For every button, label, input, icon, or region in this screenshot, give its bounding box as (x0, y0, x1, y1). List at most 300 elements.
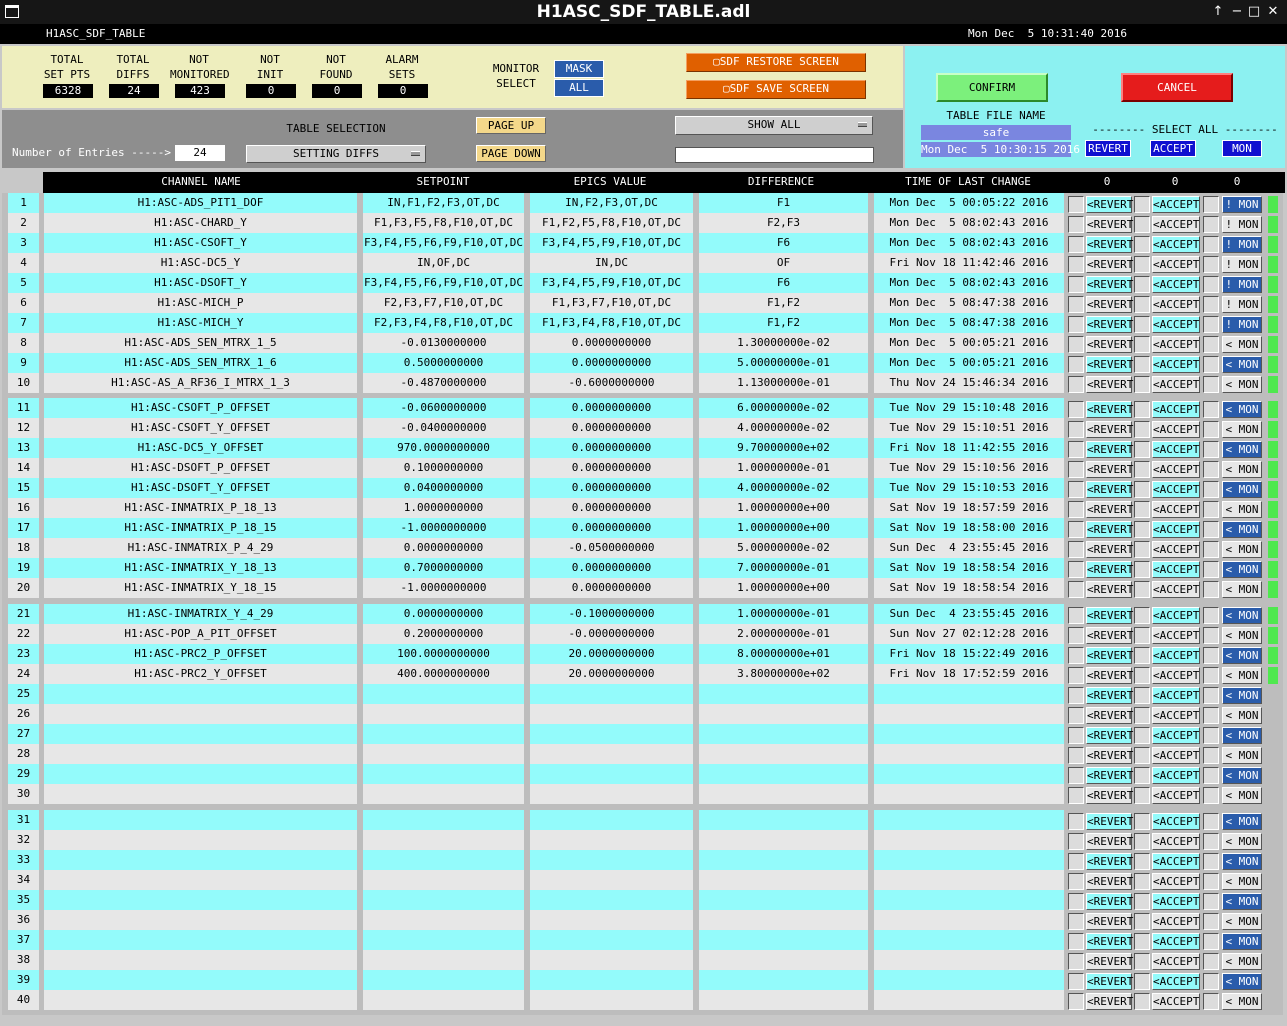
revert-checkbox[interactable] (1068, 461, 1084, 478)
accept-checkbox[interactable] (1134, 787, 1150, 804)
confirm-button[interactable]: CONFIRM (936, 73, 1048, 102)
revert-checkbox[interactable] (1068, 787, 1084, 804)
revert-checkbox[interactable] (1068, 356, 1084, 373)
mon-button[interactable]: ! MON (1222, 276, 1262, 293)
revert-checkbox[interactable] (1068, 441, 1084, 458)
revert-checkbox[interactable] (1068, 481, 1084, 498)
channel-name-cell (44, 890, 357, 910)
accept-button[interactable]: <ACCEPT (1153, 218, 1200, 231)
mon-button[interactable]: < MON (1222, 501, 1262, 518)
epics-value-cell: 0.0000000000 (530, 478, 693, 498)
mon-checkbox[interactable] (1203, 727, 1219, 744)
revert-checkbox[interactable] (1068, 687, 1084, 704)
mon-button[interactable]: < MON (1222, 913, 1262, 930)
mon-button[interactable]: < MON (1222, 521, 1262, 538)
accept-checkbox[interactable] (1134, 667, 1150, 684)
mon-checkbox[interactable] (1203, 647, 1219, 664)
mon-button[interactable]: ! MON (1222, 196, 1262, 213)
status-indicator (1268, 236, 1278, 253)
mon-button[interactable]: < MON (1222, 401, 1262, 418)
accept-checkbox[interactable] (1134, 873, 1150, 890)
difference-cell: 4.00000000e-02 (699, 418, 868, 438)
filter-input[interactable] (675, 147, 874, 163)
accept-button[interactable]: <ACCEPT (1153, 198, 1200, 211)
revert-button[interactable]: <REVERT (1087, 729, 1134, 742)
revert-checkbox[interactable] (1068, 401, 1084, 418)
difference-cell: OF (699, 253, 868, 273)
mon-checkbox[interactable] (1203, 401, 1219, 418)
revert-button[interactable]: <REVERT (1087, 609, 1134, 622)
accept-button[interactable]: <ACCEPT (1153, 543, 1200, 556)
sdf-restore-screen-button[interactable]: ▢SDF RESTORE SCREEN (686, 53, 866, 72)
mon-button[interactable]: < MON (1222, 541, 1262, 558)
revert-checkbox[interactable] (1068, 953, 1084, 970)
epics-value-cell (530, 810, 693, 830)
mon-button[interactable]: < MON (1222, 561, 1262, 578)
mon-button[interactable]: < MON (1222, 993, 1262, 1010)
mon-button[interactable]: < MON (1222, 893, 1262, 910)
revert-checkbox[interactable] (1068, 421, 1084, 438)
mon-button[interactable]: < MON (1222, 813, 1262, 830)
accept-button[interactable]: <ACCEPT (1153, 995, 1200, 1008)
accept-button[interactable]: <ACCEPT (1153, 935, 1200, 948)
mon-checkbox[interactable] (1203, 873, 1219, 890)
accept-button[interactable]: <ACCEPT (1153, 855, 1200, 868)
accept-checkbox[interactable] (1134, 401, 1150, 418)
accept-button[interactable]: <ACCEPT (1153, 238, 1200, 251)
accept-button[interactable]: <ACCEPT (1153, 975, 1200, 988)
accept-checkbox[interactable] (1134, 376, 1150, 393)
time-of-last-change-cell (874, 910, 1064, 930)
page-down-button[interactable]: PAGE DOWN (476, 145, 546, 162)
accept-checkbox[interactable] (1134, 747, 1150, 764)
table-row (0, 498, 1287, 518)
mon-checkbox[interactable] (1203, 236, 1219, 253)
table-selection-menu[interactable] (246, 145, 426, 163)
table-row (0, 373, 1287, 393)
mon-button[interactable]: ! MON (1222, 256, 1262, 273)
mon-checkbox[interactable] (1203, 953, 1219, 970)
revert-button[interactable]: <REVERT (1087, 238, 1134, 251)
channel-name-cell: H1:ASC-INMATRIX_P_18_13 (44, 498, 357, 518)
mon-button[interactable]: < MON (1222, 747, 1262, 764)
accept-button[interactable]: <ACCEPT (1153, 749, 1200, 762)
mon-checkbox[interactable] (1203, 607, 1219, 624)
revert-checkbox[interactable] (1068, 521, 1084, 538)
epics-value-cell: 0.0000000000 (530, 353, 693, 373)
accept-button[interactable]: <ACCEPT (1153, 769, 1200, 782)
accept-button[interactable]: <ACCEPT (1153, 583, 1200, 596)
revert-button[interactable]: <REVERT (1087, 709, 1134, 722)
table-row (0, 213, 1287, 233)
mon-checkbox[interactable] (1203, 481, 1219, 498)
channel-name-cell: H1:ASC-DSOFT_Y (44, 273, 357, 293)
accept-checkbox[interactable] (1134, 647, 1150, 664)
accept-button[interactable]: <ACCEPT (1153, 378, 1200, 391)
accept-button[interactable]: <ACCEPT (1153, 955, 1200, 968)
mon-button[interactable]: < MON (1222, 607, 1262, 624)
revert-checkbox[interactable] (1068, 727, 1084, 744)
revert-checkbox[interactable] (1068, 747, 1084, 764)
row-number: 16 (8, 498, 39, 518)
mon-checkbox[interactable] (1203, 376, 1219, 393)
mon-checkbox[interactable] (1203, 216, 1219, 233)
setpoint-cell (363, 850, 524, 870)
revert-button[interactable]: <REVERT (1087, 815, 1134, 828)
accept-button[interactable]: <ACCEPT (1153, 258, 1200, 271)
accept-button[interactable]: <ACCEPT (1153, 649, 1200, 662)
revert-button[interactable]: <REVERT (1087, 563, 1134, 576)
accept-button[interactable]: <ACCEPT (1153, 443, 1200, 456)
mon-button[interactable]: < MON (1222, 933, 1262, 950)
accept-button[interactable]: <ACCEPT (1153, 563, 1200, 576)
revert-button[interactable]: <REVERT (1087, 995, 1134, 1008)
mon-button[interactable]: < MON (1222, 356, 1262, 373)
mon-checkbox[interactable] (1203, 913, 1219, 930)
accept-checkbox[interactable] (1134, 421, 1150, 438)
revert-checkbox[interactable] (1068, 707, 1084, 724)
mon-button[interactable]: < MON (1222, 441, 1262, 458)
mon-checkbox[interactable] (1203, 276, 1219, 293)
status-indicator (1268, 216, 1278, 233)
mon-checkbox[interactable] (1203, 356, 1219, 373)
revert-checkbox[interactable] (1068, 667, 1084, 684)
revert-button[interactable]: <REVERT (1087, 483, 1134, 496)
accept-checkbox[interactable] (1134, 461, 1150, 478)
accept-checkbox[interactable] (1134, 607, 1150, 624)
accept-checkbox[interactable] (1134, 767, 1150, 784)
channel-name-cell (44, 830, 357, 850)
accept-button[interactable]: <ACCEPT (1153, 503, 1200, 516)
mon-button[interactable]: < MON (1222, 953, 1262, 970)
mon-button[interactable]: < MON (1222, 973, 1262, 990)
revert-button[interactable]: <REVERT (1087, 298, 1134, 311)
accept-checkbox[interactable] (1134, 316, 1150, 333)
accept-checkbox[interactable] (1134, 481, 1150, 498)
mon-checkbox[interactable] (1203, 787, 1219, 804)
revert-button[interactable]: <REVERT (1087, 278, 1134, 291)
accept-checkbox[interactable] (1134, 813, 1150, 830)
accept-button[interactable]: <ACCEPT (1153, 629, 1200, 642)
mon-checkbox[interactable] (1203, 421, 1219, 438)
revert-checkbox[interactable] (1068, 541, 1084, 558)
mon-checkbox[interactable] (1203, 441, 1219, 458)
revert-button[interactable]: <REVERT (1087, 875, 1134, 888)
revert-button[interactable]: <REVERT (1087, 403, 1134, 416)
revert-button[interactable]: <REVERT (1087, 955, 1134, 968)
mon-button[interactable]: < MON (1222, 873, 1262, 890)
revert-checkbox[interactable] (1068, 236, 1084, 253)
accept-checkbox[interactable] (1134, 913, 1150, 930)
accept-checkbox[interactable] (1134, 707, 1150, 724)
revert-checkbox[interactable] (1068, 833, 1084, 850)
revert-button[interactable]: <REVERT (1087, 935, 1134, 948)
accept-button[interactable]: <ACCEPT (1153, 523, 1200, 536)
monitor-mask-button[interactable]: MASK (554, 60, 604, 78)
col-difference: DIFFERENCE (747, 175, 815, 188)
epics-value-cell: 0.0000000000 (530, 518, 693, 538)
accept-checkbox[interactable] (1134, 356, 1150, 373)
revert-checkbox[interactable] (1068, 973, 1084, 990)
revert-checkbox[interactable] (1068, 627, 1084, 644)
accept-button[interactable]: <ACCEPT (1153, 669, 1200, 682)
window-titlebar[interactable] (0, 0, 1287, 24)
mon-button[interactable]: < MON (1222, 833, 1262, 850)
close-window-icon[interactable]: ✕ (1267, 4, 1279, 19)
mon-checkbox[interactable] (1203, 316, 1219, 333)
select-all-accept-button[interactable]: ACCEPT (1150, 140, 1196, 157)
accept-button[interactable]: <ACCEPT (1153, 483, 1200, 496)
mon-button[interactable]: ! MON (1222, 216, 1262, 233)
accept-button[interactable]: <ACCEPT (1153, 789, 1200, 802)
mon-checkbox[interactable] (1203, 256, 1219, 273)
revert-button[interactable]: <REVERT (1087, 855, 1134, 868)
mon-button[interactable]: < MON (1222, 481, 1262, 498)
accept-checkbox[interactable] (1134, 627, 1150, 644)
accept-button[interactable]: <ACCEPT (1153, 278, 1200, 291)
accept-button[interactable]: <ACCEPT (1153, 423, 1200, 436)
revert-button[interactable]: <REVERT (1087, 583, 1134, 596)
mon-button[interactable]: < MON (1222, 336, 1262, 353)
accept-checkbox[interactable] (1134, 521, 1150, 538)
accept-checkbox[interactable] (1134, 727, 1150, 744)
channel-name-cell: H1:ASC-MICH_P (44, 293, 357, 313)
revert-button[interactable]: <REVERT (1087, 749, 1134, 762)
revert-button[interactable]: <REVERT (1087, 975, 1134, 988)
revert-button[interactable]: <REVERT (1087, 689, 1134, 702)
mon-checkbox[interactable] (1203, 501, 1219, 518)
mon-button[interactable]: < MON (1222, 707, 1262, 724)
mon-checkbox[interactable] (1203, 707, 1219, 724)
maximize-window-icon[interactable]: □ (1247, 4, 1261, 19)
time-of-last-change-cell (874, 744, 1064, 764)
mon-button[interactable]: < MON (1222, 667, 1262, 684)
mon-checkbox[interactable] (1203, 581, 1219, 598)
mon-checkbox[interactable] (1203, 561, 1219, 578)
row-number: 10 (8, 373, 39, 393)
revert-button[interactable]: <REVERT (1087, 629, 1134, 642)
revert-checkbox[interactable] (1068, 873, 1084, 890)
accept-checkbox[interactable] (1134, 256, 1150, 273)
mon-button[interactable]: < MON (1222, 647, 1262, 664)
revert-checkbox[interactable] (1068, 853, 1084, 870)
revert-button[interactable]: <REVERT (1087, 669, 1134, 682)
revert-button[interactable]: <REVERT (1087, 543, 1134, 556)
accept-checkbox[interactable] (1134, 933, 1150, 950)
revert-button[interactable]: <REVERT (1087, 423, 1134, 436)
revert-button[interactable]: <REVERT (1087, 895, 1134, 908)
revert-button[interactable]: <REVERT (1087, 769, 1134, 782)
mon-checkbox[interactable] (1203, 973, 1219, 990)
setpoint-cell: 0.0000000000 (363, 538, 524, 558)
accept-checkbox[interactable] (1134, 441, 1150, 458)
revert-checkbox[interactable] (1068, 196, 1084, 213)
mon-button[interactable]: < MON (1222, 421, 1262, 438)
mon-checkbox[interactable] (1203, 687, 1219, 704)
accept-button[interactable]: <ACCEPT (1153, 729, 1200, 742)
setpoint-cell (363, 970, 524, 990)
total-setpoints-label: TOTAL SET PTS (43, 53, 91, 81)
mon-button[interactable]: < MON (1222, 727, 1262, 744)
revert-button[interactable]: <REVERT (1087, 443, 1134, 456)
mon-checkbox[interactable] (1203, 627, 1219, 644)
revert-checkbox[interactable] (1068, 581, 1084, 598)
accept-button[interactable]: <ACCEPT (1153, 298, 1200, 311)
revert-button[interactable]: <REVERT (1087, 358, 1134, 371)
accept-checkbox[interactable] (1134, 236, 1150, 253)
channel-name-cell: H1:ASC-DC5_Y (44, 253, 357, 273)
revert-checkbox[interactable] (1068, 561, 1084, 578)
mon-checkbox[interactable] (1203, 767, 1219, 784)
revert-button[interactable]: <REVERT (1087, 915, 1134, 928)
accept-checkbox[interactable] (1134, 541, 1150, 558)
mon-checkbox[interactable] (1203, 461, 1219, 478)
page-up-button[interactable]: PAGE UP (476, 117, 546, 134)
revert-button[interactable]: <REVERT (1087, 835, 1134, 848)
accept-button[interactable]: <ACCEPT (1153, 689, 1200, 702)
minimize-window-icon[interactable]: − (1231, 4, 1243, 19)
accept-button[interactable]: <ACCEPT (1153, 835, 1200, 848)
mon-button[interactable]: < MON (1222, 461, 1262, 478)
revert-button[interactable]: <REVERT (1087, 523, 1134, 536)
accept-checkbox[interactable] (1134, 833, 1150, 850)
revert-button[interactable]: <REVERT (1087, 338, 1134, 351)
accept-button[interactable]: <ACCEPT (1153, 463, 1200, 476)
revert-checkbox[interactable] (1068, 993, 1084, 1010)
revert-checkbox[interactable] (1068, 913, 1084, 930)
row-number: 9 (8, 353, 39, 373)
time-of-last-change-cell: Fri Nov 18 11:42:46 2016 (874, 253, 1064, 273)
mon-checkbox[interactable] (1203, 336, 1219, 353)
mon-button[interactable]: ! MON (1222, 236, 1262, 253)
accept-button[interactable]: <ACCEPT (1153, 709, 1200, 722)
mon-checkbox[interactable] (1203, 667, 1219, 684)
accept-checkbox[interactable] (1134, 687, 1150, 704)
accept-checkbox[interactable] (1134, 581, 1150, 598)
revert-checkbox[interactable] (1068, 296, 1084, 313)
revert-button[interactable]: <REVERT (1087, 789, 1134, 802)
accept-button[interactable]: <ACCEPT (1153, 358, 1200, 371)
accept-checkbox[interactable] (1134, 893, 1150, 910)
revert-checkbox[interactable] (1068, 256, 1084, 273)
accept-checkbox[interactable] (1134, 853, 1150, 870)
channel-name-cell (44, 684, 357, 704)
not-found-label: NOT FOUND (319, 53, 353, 81)
revert-button[interactable]: <REVERT (1087, 218, 1134, 231)
revert-button[interactable]: <REVERT (1087, 318, 1134, 331)
time-of-last-change-cell: Sat Nov 19 18:58:54 2016 (874, 578, 1064, 598)
mon-checkbox[interactable] (1203, 893, 1219, 910)
mon-checkbox[interactable] (1203, 993, 1219, 1010)
accept-checkbox[interactable] (1134, 296, 1150, 313)
revert-checkbox[interactable] (1068, 216, 1084, 233)
accept-button[interactable]: <ACCEPT (1153, 895, 1200, 908)
accept-button[interactable]: <ACCEPT (1153, 338, 1200, 351)
accept-button[interactable]: <ACCEPT (1153, 403, 1200, 416)
mon-button[interactable]: < MON (1222, 376, 1262, 393)
accept-checkbox[interactable] (1134, 501, 1150, 518)
revert-checkbox[interactable] (1068, 893, 1084, 910)
mon-checkbox[interactable] (1203, 833, 1219, 850)
mon-button[interactable]: < MON (1222, 581, 1262, 598)
revert-checkbox[interactable] (1068, 376, 1084, 393)
revert-button[interactable]: <REVERT (1087, 463, 1134, 476)
mon-checkbox[interactable] (1203, 296, 1219, 313)
accept-checkbox[interactable] (1134, 561, 1150, 578)
revert-checkbox[interactable] (1068, 933, 1084, 950)
mon-button[interactable]: ! MON (1222, 296, 1262, 313)
accept-checkbox[interactable] (1134, 993, 1150, 1010)
accept-button[interactable]: <ACCEPT (1153, 609, 1200, 622)
accept-checkbox[interactable] (1134, 276, 1150, 293)
revert-checkbox[interactable] (1068, 336, 1084, 353)
mon-checkbox[interactable] (1203, 747, 1219, 764)
row-number: 33 (8, 850, 39, 870)
accept-checkbox[interactable] (1134, 216, 1150, 233)
table-header (43, 172, 1285, 193)
cancel-button[interactable]: CANCEL (1121, 73, 1233, 102)
mon-checkbox[interactable] (1203, 196, 1219, 213)
mon-button[interactable]: < MON (1222, 787, 1262, 804)
mon-button[interactable]: < MON (1222, 767, 1262, 784)
mon-button[interactable]: < MON (1222, 687, 1262, 704)
revert-button[interactable]: <REVERT (1087, 198, 1134, 211)
sdf-save-screen-button[interactable]: ▢SDF SAVE SCREEN (686, 80, 866, 99)
accept-checkbox[interactable] (1134, 953, 1150, 970)
revert-button[interactable]: <REVERT (1087, 378, 1134, 391)
table-row (0, 704, 1287, 724)
accept-button[interactable]: <ACCEPT (1153, 875, 1200, 888)
setpoint-cell (363, 724, 524, 744)
mon-button[interactable]: < MON (1222, 627, 1262, 644)
mon-button[interactable]: ! MON (1222, 316, 1262, 333)
setpoint-cell (363, 764, 524, 784)
mon-checkbox[interactable] (1203, 933, 1219, 950)
mon-checkbox[interactable] (1203, 853, 1219, 870)
mon-checkbox[interactable] (1203, 541, 1219, 558)
accept-button[interactable]: <ACCEPT (1153, 915, 1200, 928)
select-all-revert-button[interactable]: REVERT (1085, 140, 1131, 157)
mon-button[interactable]: < MON (1222, 853, 1262, 870)
revert-checkbox[interactable] (1068, 767, 1084, 784)
accept-button[interactable]: <ACCEPT (1153, 815, 1200, 828)
raise-window-icon[interactable]: ↑ (1212, 4, 1224, 19)
accept-checkbox[interactable] (1134, 973, 1150, 990)
revert-button[interactable]: <REVERT (1087, 258, 1134, 271)
revert-checkbox[interactable] (1068, 276, 1084, 293)
channel-name-cell: H1:ASC-DC5_Y_OFFSET (44, 438, 357, 458)
monitor-all-button[interactable]: ALL (554, 79, 604, 97)
accept-checkbox[interactable] (1134, 336, 1150, 353)
alarm-sets-label: ALARM SETS (385, 53, 419, 81)
accept-checkbox[interactable] (1134, 196, 1150, 213)
revert-button[interactable]: <REVERT (1087, 649, 1134, 662)
mon-checkbox[interactable] (1203, 813, 1219, 830)
accept-button[interactable]: <ACCEPT (1153, 318, 1200, 331)
channel-name-cell (44, 930, 357, 950)
revert-button[interactable]: <REVERT (1087, 503, 1134, 516)
revert-checkbox[interactable] (1068, 813, 1084, 830)
show-all-menu[interactable] (675, 116, 873, 135)
revert-checkbox[interactable] (1068, 316, 1084, 333)
mon-checkbox[interactable] (1203, 521, 1219, 538)
revert-checkbox[interactable] (1068, 501, 1084, 518)
revert-checkbox[interactable] (1068, 607, 1084, 624)
revert-checkbox[interactable] (1068, 647, 1084, 664)
table-selection-label: TABLE SELECTION (286, 122, 386, 135)
row-number: 30 (8, 784, 39, 804)
select-all-mon-button[interactable]: MON (1222, 140, 1262, 157)
